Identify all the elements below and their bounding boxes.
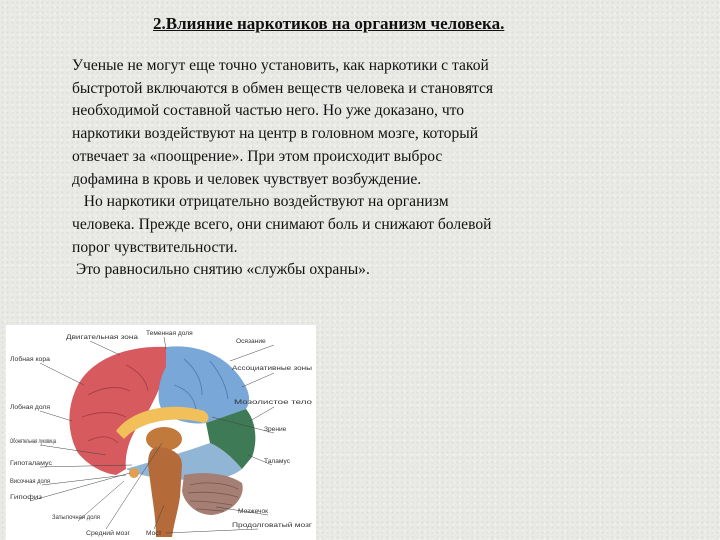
body-line: Ученые не могут еще точно установить, как наркотики с такой <box>72 57 489 74</box>
label-motor: Двигательная зона <box>66 334 139 341</box>
body-line: дофамина в кровь и человек чувствует возбуждение. <box>72 170 422 188</box>
label-parietal: Теменная доля <box>146 330 193 337</box>
label-hypothalamus: Гипоталамус <box>10 460 53 467</box>
label-medulla: Продолговатый мозг <box>232 522 295 529</box>
body-line: Но наркотики отрицательно воздействуют на организм <box>72 193 449 211</box>
label-temporal: Височная доля <box>10 478 51 485</box>
label-olfactory: Обонятельная луковица <box>10 438 85 445</box>
body-line: наркотики воздействуют на центр в головном мозге, который <box>72 125 479 143</box>
body-line: порог чувствительности. <box>72 238 238 256</box>
body-line: необходимой составной частью него. Но уже доказано, что <box>72 102 465 120</box>
label-pituitary: Гипофиз <box>10 494 42 501</box>
thalamus-region <box>146 427 182 451</box>
body-text <box>72 55 662 282</box>
label-frontal-cortex: Лобная кора <box>10 356 49 363</box>
label-corpus: Мозолистое тело <box>234 399 313 406</box>
body-line: человека. Прежде всего, они снимают боль и снижают болевой <box>72 215 492 233</box>
brain-diagram <box>6 325 316 540</box>
label-midbrain: Средний мозг <box>86 530 129 537</box>
brain-diagram-svg <box>6 325 316 540</box>
brainstem-region <box>148 447 182 537</box>
label-occipital: Затылочная доля <box>52 514 101 521</box>
label-cerebellum: Мозжечок <box>238 508 269 515</box>
label-pons: Мост <box>146 530 162 537</box>
pituitary-region <box>129 468 139 478</box>
label-thalamus: Таламус <box>264 458 291 465</box>
label-vision: Зрение <box>264 426 287 433</box>
label-frontal-lobe: Лобная доля <box>10 404 50 411</box>
body-line: Это равносильно снятию «службы охраны». <box>72 261 370 279</box>
cerebellum-region <box>182 473 243 515</box>
label-association: Ассоциативные зоны <box>232 365 313 372</box>
slide-title: 2.Влияние наркотиков на организм человека. <box>153 14 505 33</box>
body-line: отвечает за «поощрение». При этом происходит выброс <box>72 147 443 165</box>
label-body-sense: Осязание <box>236 338 266 345</box>
body-line: быстротой включаются в обмен веществ человека и становятся <box>72 79 494 97</box>
